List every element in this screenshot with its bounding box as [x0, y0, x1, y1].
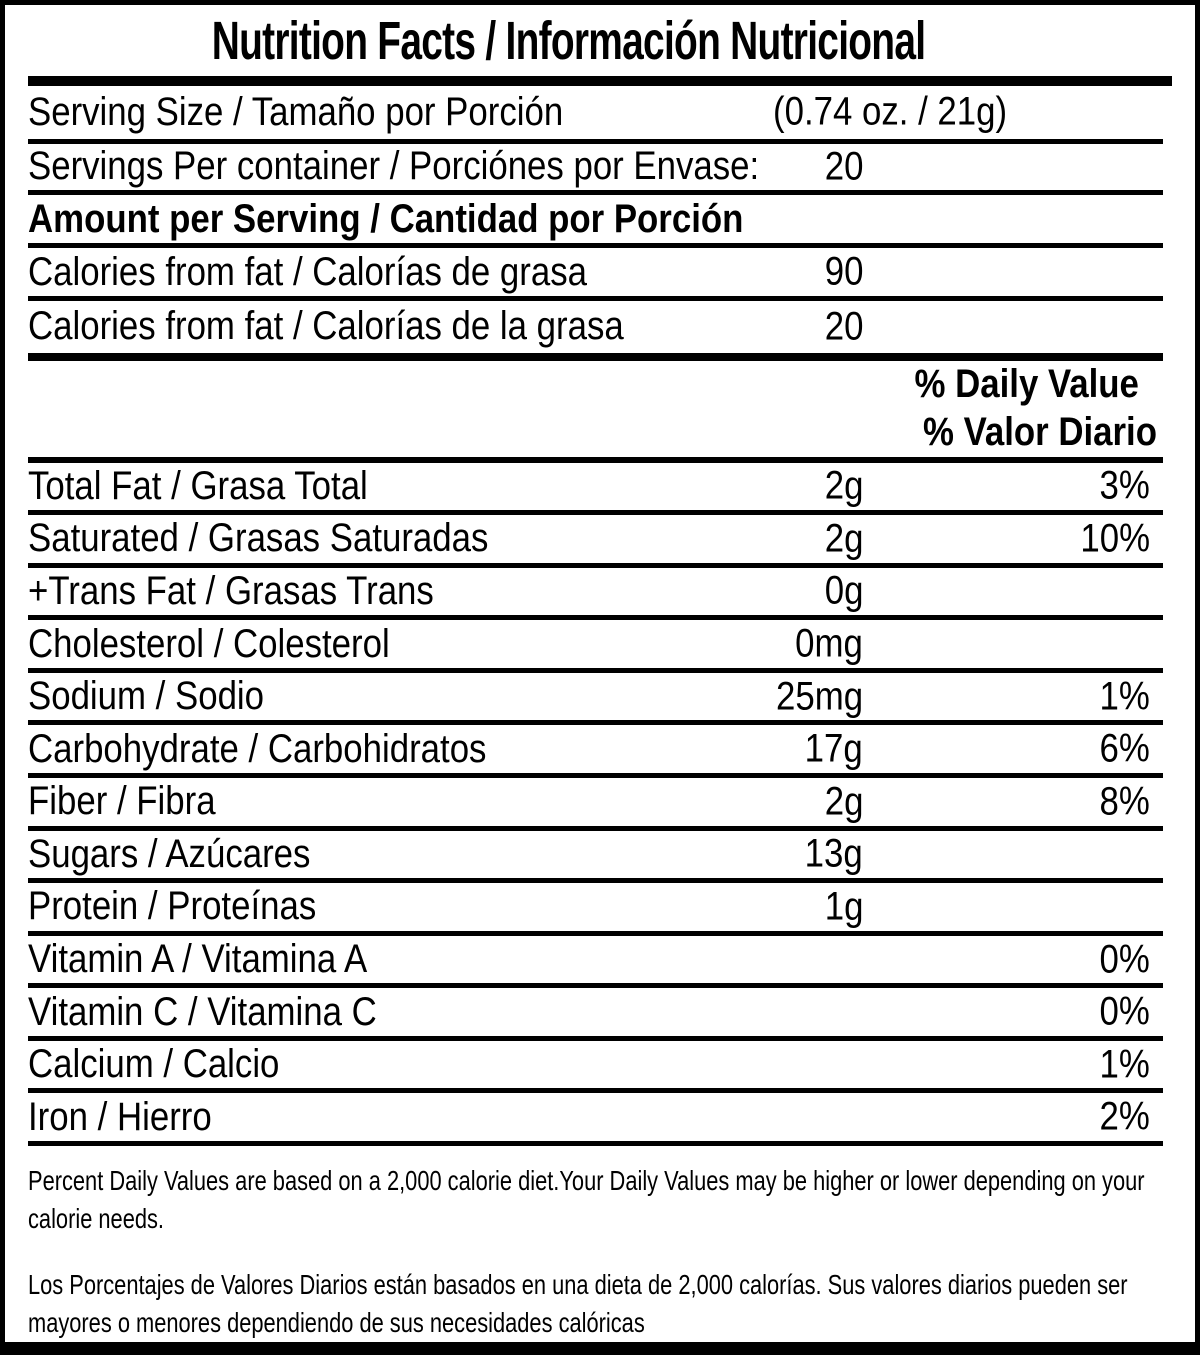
nutrient-amount: 0g [824, 568, 863, 613]
nutrient-label: Iron / Hierro [28, 1094, 212, 1139]
nutrient-amount: 2g [824, 779, 863, 824]
calories-label: Calories from fat / Calorías de grasa [28, 249, 587, 294]
footnote-spanish [28, 1266, 1163, 1342]
daily-value-header-es: % Valor Diario [922, 410, 1157, 455]
nutrient-daily-value: 6% [1099, 726, 1150, 771]
nutrient-row-carbohydrate [28, 725, 1163, 778]
nutrient-daily-value: 2% [1099, 1094, 1150, 1139]
nutrient-label: Calcium / Calcio [28, 1042, 280, 1087]
amount-per-serving-header: Amount per Serving / Cantidad por Porción [28, 196, 744, 241]
title-divider-bar [28, 76, 1172, 85]
nutrient-row-protein [28, 883, 1163, 936]
serving-size-row [28, 86, 1163, 144]
nutrient-row-sodium [28, 673, 1163, 726]
nutrient-label: Fiber / Fibra [28, 779, 216, 824]
nutrient-label: Sugars / Azúcares [28, 831, 311, 876]
calories-value: 90 [824, 249, 863, 294]
serving-size-value: (0.74 oz. / 21g) [773, 89, 1008, 134]
nutrient-daily-value: 0% [1099, 937, 1150, 982]
nutrient-row-trans-fat [28, 568, 1163, 621]
nutrient-label: Vitamin A / Vitamina A [28, 937, 368, 982]
nutrient-amount: 2g [824, 463, 863, 508]
servings-per-container-value: 20 [824, 144, 863, 189]
calories-value: 20 [824, 304, 863, 349]
daily-value-header-es-row [888, 409, 1157, 457]
nutrient-label: Cholesterol / Colesterol [28, 621, 390, 666]
nutrient-label: +Trans Fat / Grasas Trans [28, 568, 434, 613]
nutrient-label: Vitamin C / Vitamina C [28, 989, 377, 1034]
calories-label: Calories from fat / Calorías de la grasa [28, 304, 624, 349]
nutrient-amount: 2g [824, 516, 863, 561]
nutrient-row-iron [28, 1093, 1163, 1146]
nutrient-label: Total Fat / Grasa Total [28, 463, 368, 508]
servings-per-container-row [28, 144, 1163, 196]
nutrient-row-calcium [28, 1041, 1163, 1094]
footnotes [28, 1146, 1163, 1342]
label-title: Nutrition Facts / Información Nutricional [211, 10, 926, 71]
servings-per-container-label: Servings Per container / Porciónes por Envase: [28, 144, 760, 189]
nutrient-amount: 13g [804, 831, 863, 876]
nutrient-daily-value: 10% [1080, 516, 1150, 561]
nutrient-row-vitamin-a [28, 936, 1163, 989]
nutrient-row-fiber [28, 778, 1163, 831]
footnote-es-line-2: mayores o menores dependiendo de sus necesidades calóricas [28, 1307, 645, 1339]
nutrient-row-cholesterol [28, 620, 1163, 673]
nutrient-daily-value: 8% [1099, 779, 1150, 824]
serving-size-label: Serving Size / Tamaño por Porción [28, 89, 564, 134]
footnote-english [28, 1162, 1163, 1238]
nutrient-daily-value: 1% [1099, 1042, 1150, 1087]
nutrient-label: Protein / Proteínas [28, 884, 317, 929]
nutrient-daily-value: 1% [1099, 674, 1150, 719]
nutrient-amount: 1g [824, 884, 863, 929]
nutrient-amount: 17g [804, 726, 863, 771]
label-header [28, 5, 1163, 76]
nutrient-label: Sodium / Sodio [28, 674, 265, 719]
nutrient-label: Carbohydrate / Carbohidratos [28, 726, 487, 771]
calories-row-2 [28, 301, 1163, 360]
nutrient-label: Saturated / Grasas Saturadas [28, 516, 489, 561]
nutrient-row-total-fat [28, 463, 1163, 516]
footnote-en-line-2: calorie needs. [28, 1203, 164, 1235]
daily-value-header-en-row [881, 361, 1139, 409]
nutrient-daily-value: 0% [1099, 989, 1150, 1034]
nutrient-amount: 0mg [795, 621, 863, 666]
nutrient-row-saturated-fat [28, 515, 1163, 568]
footnote-es-line-1: Los Porcentajes de Valores Diarios están basados en una dieta de 2,000 calorías. Sus valores diarios pueden ser [28, 1269, 1128, 1301]
daily-value-header-block [28, 361, 1163, 463]
nutrient-row-vitamin-c [28, 988, 1163, 1041]
nutrient-daily-value: 3% [1099, 463, 1150, 508]
daily-value-header-en: % Daily Value [914, 362, 1139, 407]
footnote-en-line-1: Percent Daily Values are based on a 2,000 calorie diet.Your Daily Values may be higher or lower depending on your [28, 1165, 1145, 1197]
nutrient-row-sugars [28, 831, 1163, 884]
nutrient-amount: 25mg [775, 674, 863, 719]
amount-per-serving-header-row [28, 195, 1163, 248]
calories-row-1 [28, 248, 1163, 301]
